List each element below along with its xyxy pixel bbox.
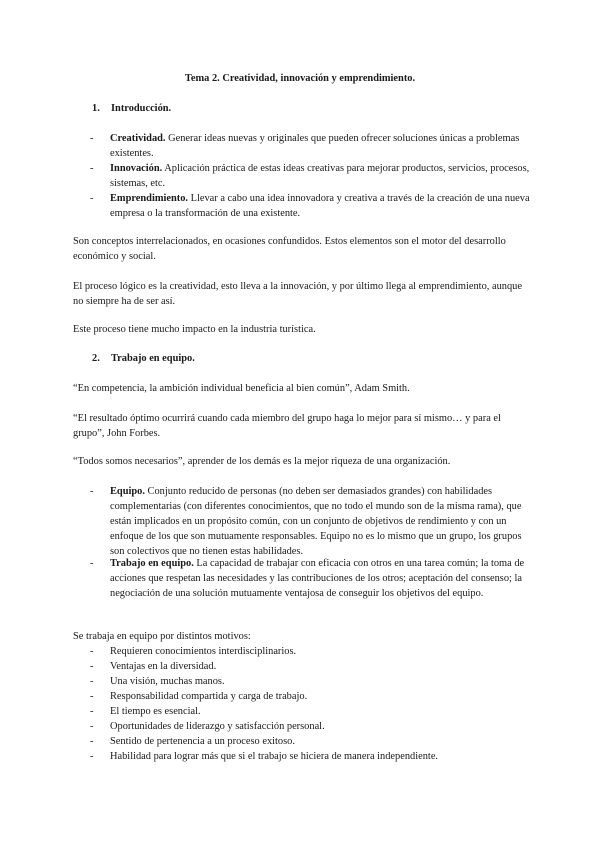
term-label: Creatividad. [110,133,166,144]
paragraph: El proceso lógico es la creatividad, esto lleva a la innovación, y por último llega al emprendimiento, aunque no siempre ha de ser así. [73,281,522,307]
list-item-trabajo-en-equipo [110,556,530,601]
bullet-dash: - [90,193,94,204]
quote: “El resultado óptimo ocurrirá cuando cada miembro del grupo haga lo mejor para sí mismo… y para el grupo”, John Forbes. [73,413,501,439]
section-2-heading [92,351,195,366]
list-item-innovacion [110,161,530,191]
term-label: Emprendimiento. [110,193,189,204]
term-definition: Llevar a cabo una idea innovadora y creativa a través de la creación de una nueva empresa o la transformación de una existente. [110,193,530,219]
motive-item: Sentido de pertenencia a un proceso exitoso. [110,736,295,747]
bullet-dash: - [90,661,94,672]
motive-item: Habilidad para lograr más que si el trabajo se hiciera de manera independiente. [110,751,439,762]
bullet-dash: - [90,558,94,569]
bullet-dash: - [90,721,94,732]
paragraph: Son conceptos interrelacionados, en ocasiones confundidos. Estos elementos son el motor del desarrollo económico y social. [73,236,506,262]
section-1-heading [92,101,171,116]
list-item-equipo [110,484,530,559]
list-item-creatividad [110,131,530,161]
term-definition: Aplicación práctica de estas ideas creativas para mejorar productos, servicios, procesos, sistemas, etc. [110,163,530,189]
motive-item: El tiempo es esencial. [110,706,201,717]
bullet-dash: - [90,751,94,762]
term-definition: La capacidad de trabajar con eficacia con otros en una tarea común; la toma de acciones que respetan las necesidades y las contribuciones de los otros; aceptación del consenso; la negociación de una solución mutuamente ventajosa de conseguir los objetivos del equipo. [110,558,525,599]
motive-item: Ventajas en la diversidad. [110,661,217,672]
bullet-dash: - [90,706,94,717]
bullet-dash: - [90,486,94,497]
motive-item: Responsabilidad compartida y carga de trabajo. [110,691,308,702]
bullet-dash: - [90,646,94,657]
motive-item: Requieren conocimientos interdisciplinarios. [110,646,297,657]
bullet-dash: - [90,736,94,747]
document-title: Tema 2. Creatividad, innovación y emprendimiento. [184,73,416,84]
term-definition: Generar ideas nuevas y originales que pueden ofrecer soluciones únicas a problemas existentes. [110,133,520,159]
section-1-number: 1. [92,103,100,114]
quote: “Todos somos necesarios”, aprender de los demás es la mejor riqueza de una organización. [73,456,451,467]
bullet-dash: - [90,133,94,144]
motives-intro: Se trabaja en equipo por distintos motivos: [73,631,251,642]
term-label: Trabajo en equipo. [110,558,194,569]
section-2-title: Trabajo en equipo. [111,353,195,364]
section-2-number: 2. [92,353,100,364]
bullet-dash: - [90,691,94,702]
motive-item: Una visión, muchas manos. [110,676,225,687]
paragraph: Este proceso tiene mucho impacto en la industria turística. [73,324,316,335]
motive-item: Oportunidades de liderazgo y satisfacción personal. [110,721,325,732]
quote: “En competencia, la ambición individual beneficia al bien común”, Adam Smith. [73,383,410,394]
bullet-dash: - [90,163,94,174]
term-label: Innovación. [110,163,163,174]
list-item-emprendimiento [110,191,530,221]
term-label: Equipo. [110,486,145,497]
term-definition: Conjunto reducido de personas (no deben ser demasiados grandes) con habilidades complementarias (con diferentes conocimientos, que no todo el mundo son de la misma rama), que están implicados en un propósito común, con un conjunto de objetivos de rendimiento y con un enfoque de los que son mutuamente responsables. Equipo no es lo mismo que un grupo, los grupos son colectivos que no tienen estas habilidades. [110,486,522,557]
section-1-title: Introducción. [111,103,172,114]
bullet-dash: - [90,676,94,687]
